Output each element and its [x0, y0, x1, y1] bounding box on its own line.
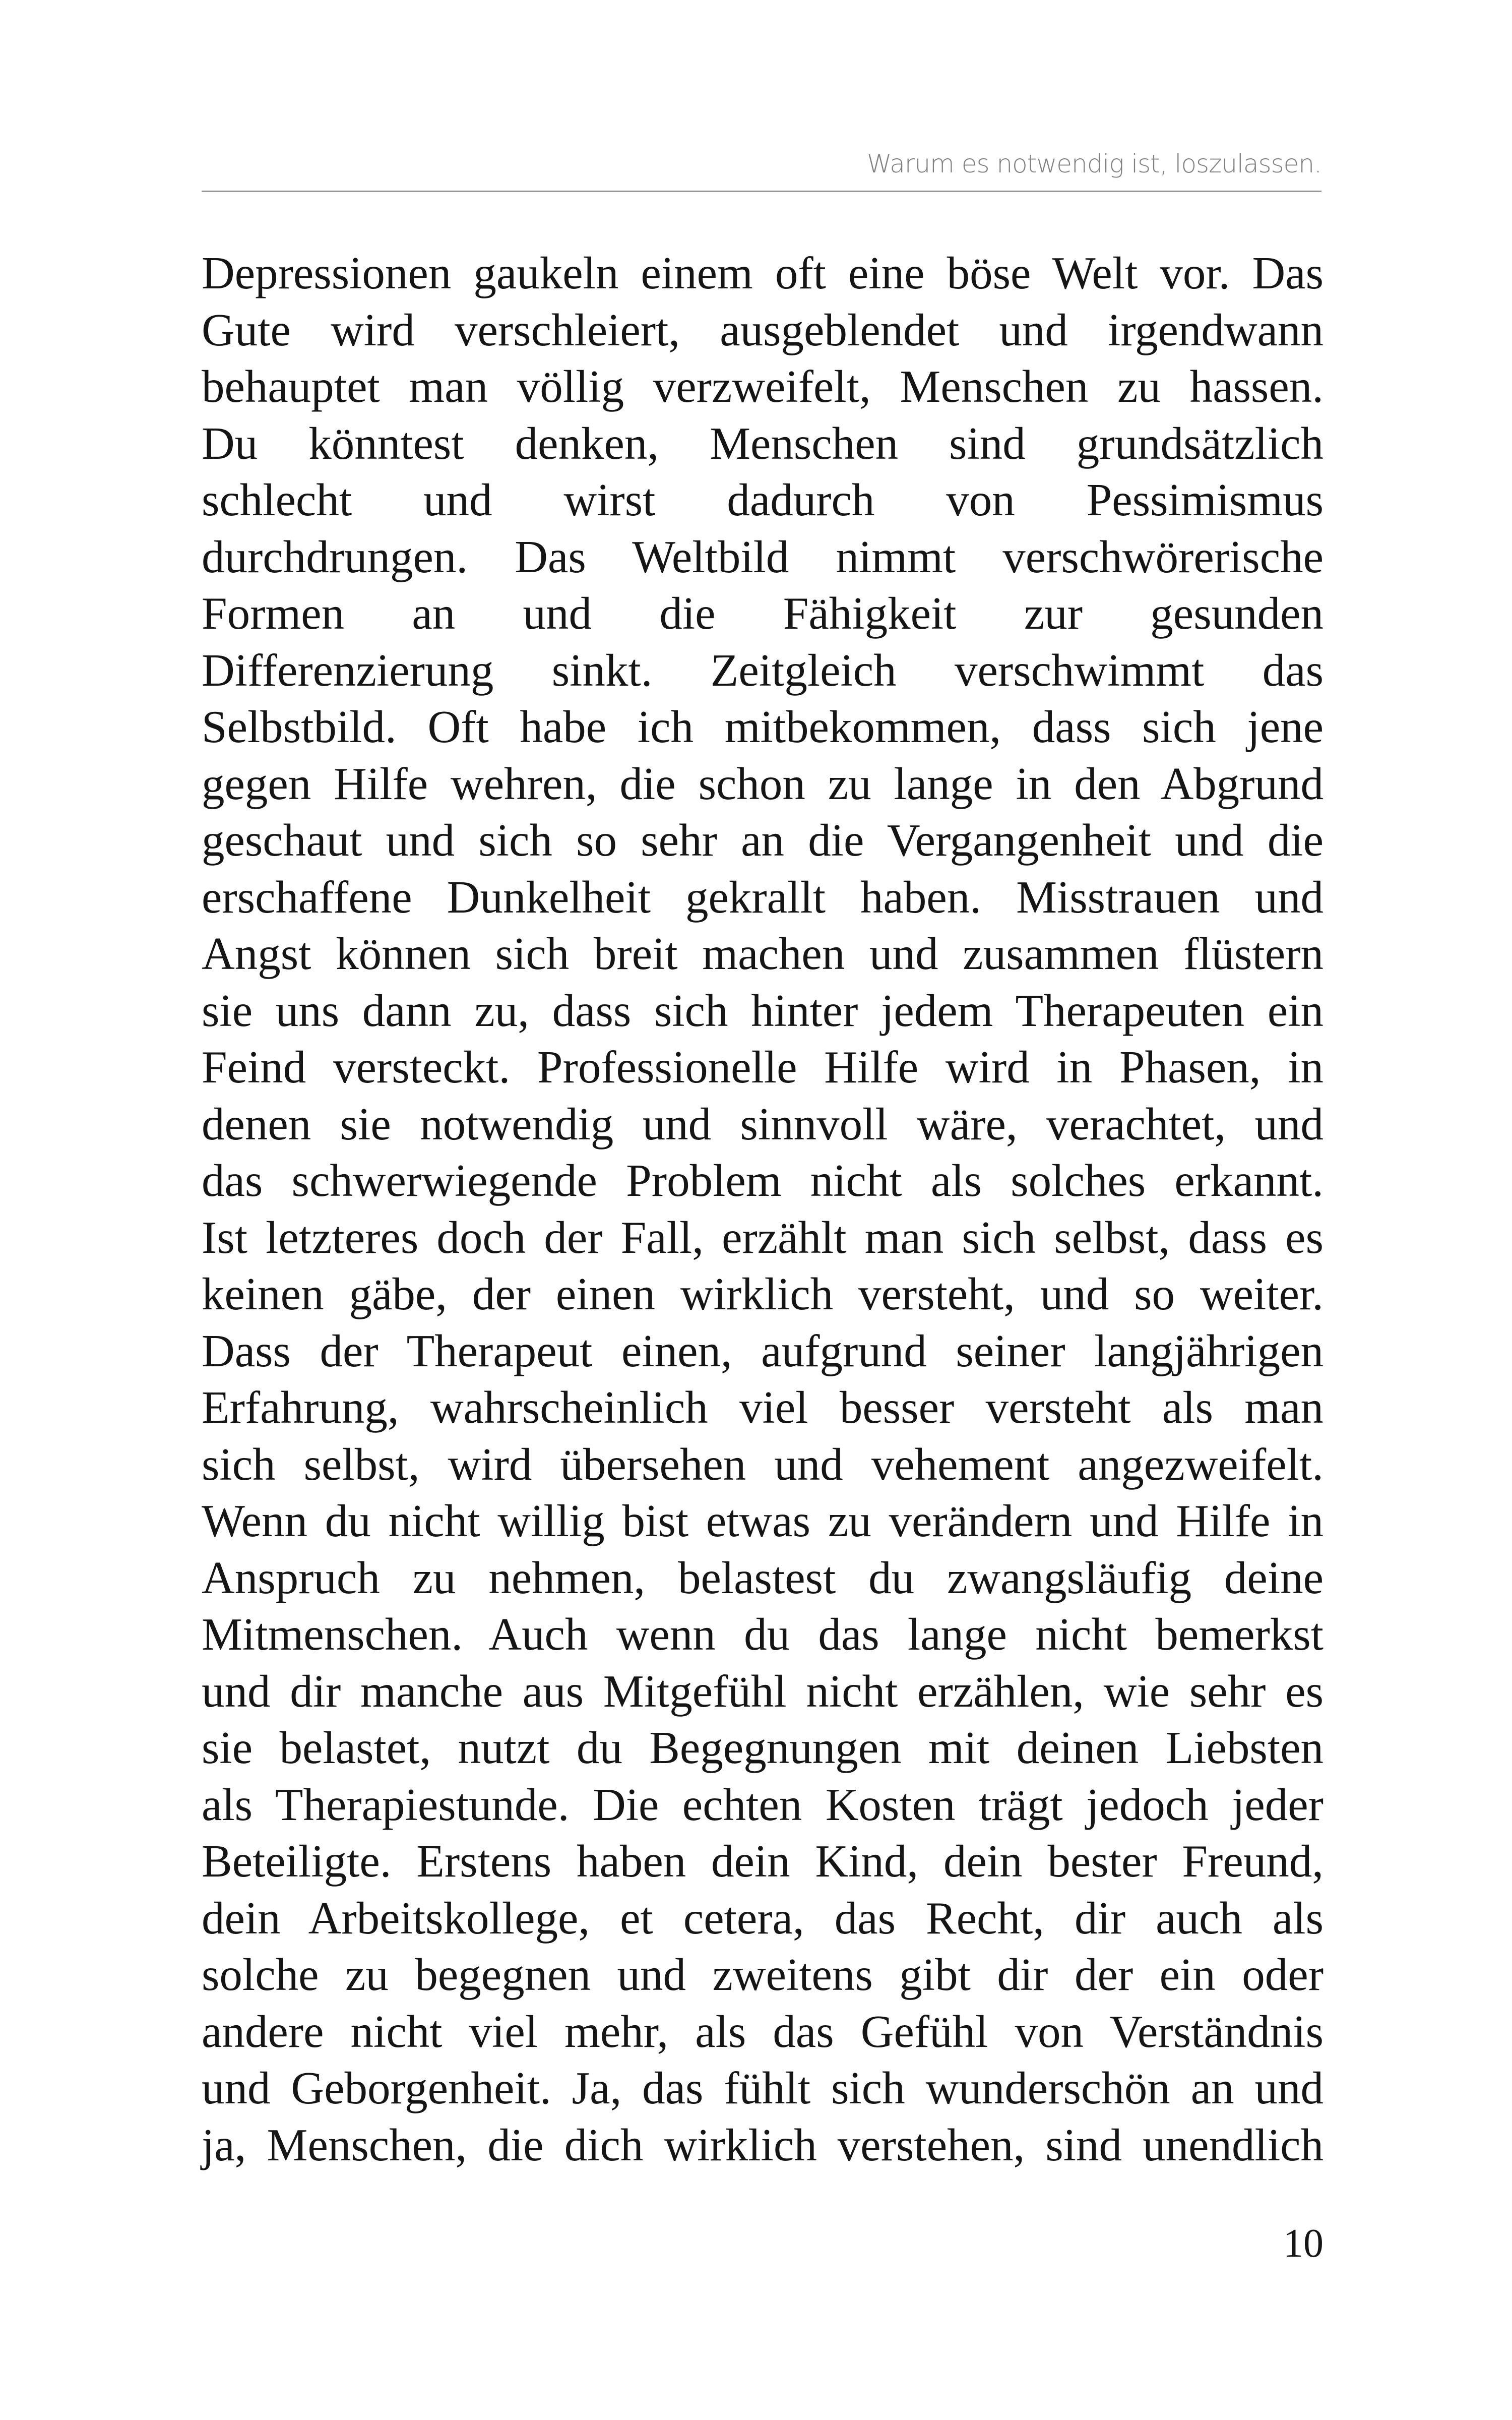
text-line: Erfahrung, wahrscheinlich viel besser versteht als man: [202, 1382, 1324, 1433]
text-line: Anspruch zu nehmen, belastest du zwangsläufig deine: [202, 1552, 1324, 1603]
text-line: denen sie notwendig und sinnvoll wäre, verachtet, und: [202, 1098, 1324, 1150]
text-line: schlecht und wirst dadurch von Pessimismus: [202, 474, 1324, 525]
text-line: ja, Menschen, die dich wirklich verstehen, sind unendlich: [202, 2119, 1324, 2170]
text-line: Gute wird verschleiert, ausgeblendet und irgendwann: [202, 304, 1324, 355]
text-line: behauptet man völlig verzweifelt, Menschen zu hassen.: [202, 361, 1324, 412]
text-line: und Geborgenheit. Ja, das fühlt sich wunderschön an und: [202, 2063, 1324, 2113]
text-line: Selbstbild. Oft habe ich mitbekommen, dass sich jene: [202, 701, 1324, 752]
text-line: andere nicht viel mehr, als das Gefühl von Verständnis: [202, 2006, 1324, 2057]
text-line: das schwerwiegende Problem nicht als solches erkannt.: [202, 1155, 1324, 1206]
text-line: sie uns dann zu, dass sich hinter jedem Therapeuten ein: [202, 985, 1324, 1036]
text-line: Beteiligte. Erstens haben dein Kind, dein bester Freund,: [202, 1836, 1324, 1887]
page-number: 10: [1283, 2221, 1324, 2266]
text-line: Feind versteckt. Professionelle Hilfe wird in Phasen, in: [202, 1042, 1324, 1093]
text-line: Depressionen gaukeln einem oft eine böse Welt vor. Das: [202, 248, 1324, 298]
text-line: durchdrungen. Das Weltbild nimmt verschwörerische: [202, 531, 1324, 582]
text-line: keinen gäbe, der einen wirklich versteht, und so weiter.: [202, 1268, 1324, 1319]
text-line: Du könntest denken, Menschen sind grundsätzlich: [202, 417, 1324, 469]
text-line: sich selbst, wird übersehen und vehement angezweifelt.: [202, 1438, 1324, 1490]
body-text: [202, 245, 1324, 2173]
text-line: als Therapiestunde. Die echten Kosten trägt jedoch jeder: [202, 1779, 1324, 1830]
text-line: und dir manche aus Mitgefühl nicht erzählen, wie sehr es: [202, 1665, 1324, 1717]
text-line: sie belastet, nutzt du Begegnungen mit deinen Liebsten: [202, 1722, 1324, 1773]
text-line: Differenzierung sinkt. Zeitgleich verschwimmt das: [202, 644, 1324, 696]
text-line: Wenn du nicht willig bist etwas zu verändern und Hilfe in: [202, 1495, 1324, 1546]
text-line: Angst können sich breit machen und zusammen flüstern: [202, 928, 1324, 979]
text-line: gegen Hilfe wehren, die schon zu lange in den Abgrund: [202, 758, 1324, 809]
text-line: dein Arbeitskollege, et cetera, das Recht, dir auch als: [202, 1892, 1324, 1944]
text-line: solche zu begegnen und zweitens gibt dir der ein oder: [202, 1949, 1324, 2000]
text-line: erschaffene Dunkelheit gekrallt haben. Misstrauen und: [202, 871, 1324, 923]
text-line: geschaut und sich so sehr an die Vergangenheit und die: [202, 815, 1324, 866]
text-line: Dass der Therapeut einen, aufgrund seiner langjährigen: [202, 1325, 1324, 1376]
header-rule: [202, 191, 1321, 192]
text-line: Ist letzteres doch der Fall, erzählt man sich selbst, dass es: [202, 1212, 1324, 1263]
text-line: Mitmenschen. Auch wenn du das lange nicht bemerkst: [202, 1609, 1324, 1660]
text-line: Formen an und die Fähigkeit zur gesunden: [202, 588, 1324, 639]
running-head: Warum es notwendig ist, loszulassen.: [867, 149, 1321, 178]
